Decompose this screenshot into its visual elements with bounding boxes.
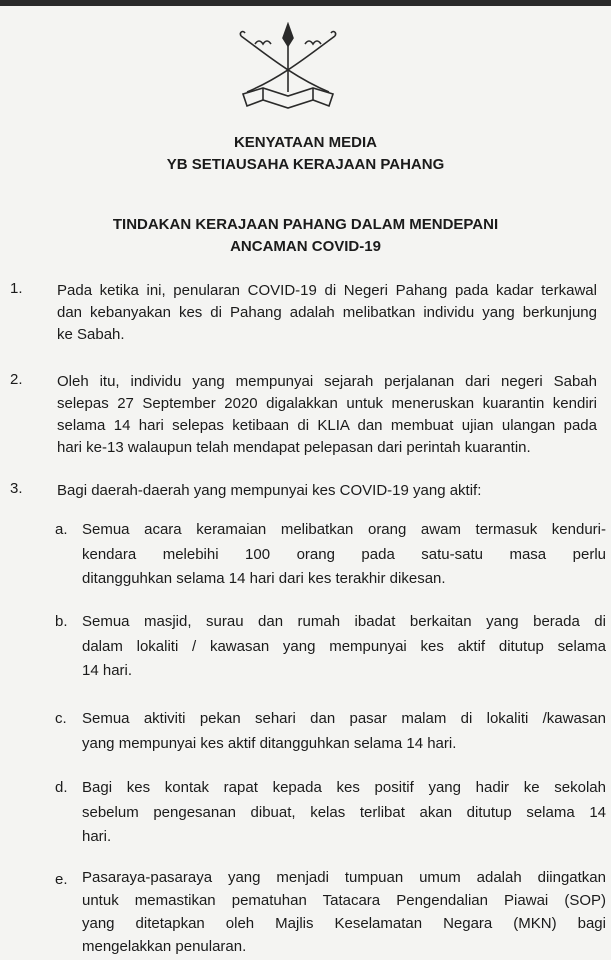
subitem-line: Pasaraya-pasaraya yang menjadi tumpuan umum adalah diingatkan — [82, 869, 606, 886]
item-number: 2. — [10, 371, 23, 388]
item-number: 1. — [10, 280, 23, 297]
subitem-a — [82, 518, 606, 592]
item-paragraph-3 — [57, 480, 597, 502]
subitem-d — [82, 776, 606, 850]
top-edge-bar — [0, 0, 611, 6]
media-statement-header — [0, 132, 611, 176]
subitem-letter: d. — [55, 779, 68, 796]
subitem-letter: c. — [55, 710, 67, 727]
paragraph-line: Oleh itu, individu yang mempunyai sejarah perjalanan dari negeri Sabah — [57, 373, 597, 390]
subitem-line: 14 hari. — [82, 662, 133, 679]
title-line-1: TINDAKAN KERAJAAN PAHANG DALAM MENDEPANI — [112, 216, 499, 233]
subitem-line: Bagi kes kontak rapat kepada kes positif yang hadir ke sekolah — [82, 779, 606, 796]
header-line-1: KENYATAAN MEDIA — [233, 134, 378, 151]
item-paragraph-2 — [57, 371, 597, 459]
paragraph-line: dan kebanyakan kes di Pahang adalah melibatkan individu yang berkunjung — [57, 304, 597, 321]
subitem-letter: b. — [55, 613, 68, 630]
paragraph-line: ke Sabah. — [57, 326, 125, 343]
item-number: 3. — [10, 480, 23, 497]
subitem-line: Semua aktiviti pekan sehari dan pasar malam di lokaliti /kawasan — [82, 710, 606, 727]
item-paragraph-1 — [57, 280, 597, 346]
document-title — [0, 214, 611, 258]
subitem-line: untuk memastikan pematuhan Tatacara Pengendalian Piawai (SOP) — [82, 892, 606, 909]
subitem-line: hari. — [82, 828, 112, 845]
subitem-b — [82, 610, 606, 684]
paragraph-line: Bagi daerah-daerah yang mempunyai kes COVID-19 yang aktif: — [57, 482, 482, 499]
paragraph-line: hari ke-13 walaupun telah mendapat pelepasan dari perintah kuarantin. — [57, 439, 531, 456]
subitem-c — [82, 707, 606, 756]
subitem-line: sebelum pengesanan dibuat, kelas terlibat akan ditutup selama 14 — [82, 803, 606, 821]
subitem-line: Semua acara keramaian melibatkan orang awam termasuk kenduri- — [82, 521, 606, 538]
subitem-line: dalam lokaliti / kawasan yang mempunyai kes aktif ditutup selama — [82, 637, 606, 655]
subitem-line: ditangguhkan selama 14 hari dari kes terakhir dikesan. — [82, 570, 446, 587]
paragraph-line: selama 14 hari selepas ketibaan di KLIA dan membuat ujian ulangan pada — [57, 417, 597, 434]
subitem-letter: e. — [55, 871, 68, 888]
subitem-line: kendara melebihi 100 orang pada satu-satu masa perlu — [82, 545, 606, 563]
subitem-line: yang mempunyai kes aktif ditangguhkan selama 14 hari. — [82, 734, 457, 752]
pahang-state-crest-icon — [233, 22, 343, 114]
subitem-letter: a. — [55, 521, 68, 538]
subitem-line: yang ditetapkan oleh Majlis Keselamatan Negara (MKN) bagi — [82, 915, 606, 932]
paragraph-line: Pada ketika ini, penularan COVID-19 di Negeri Pahang pada kadar terkawal — [57, 282, 597, 299]
header-line-2: YB SETIAUSAHA KERAJAAN PAHANG — [166, 156, 445, 173]
subitem-line: mengelakkan penularan. — [82, 938, 247, 955]
paragraph-line: selepas 27 September 2020 digalakkan untuk meneruskan kuarantin kendiri — [57, 395, 597, 412]
title-line-2: ANCAMAN COVID-19 — [230, 238, 381, 255]
subitem-e — [82, 866, 606, 958]
subitem-line: Semua masjid, surau dan rumah ibadat berkaitan yang berada di — [82, 613, 606, 630]
